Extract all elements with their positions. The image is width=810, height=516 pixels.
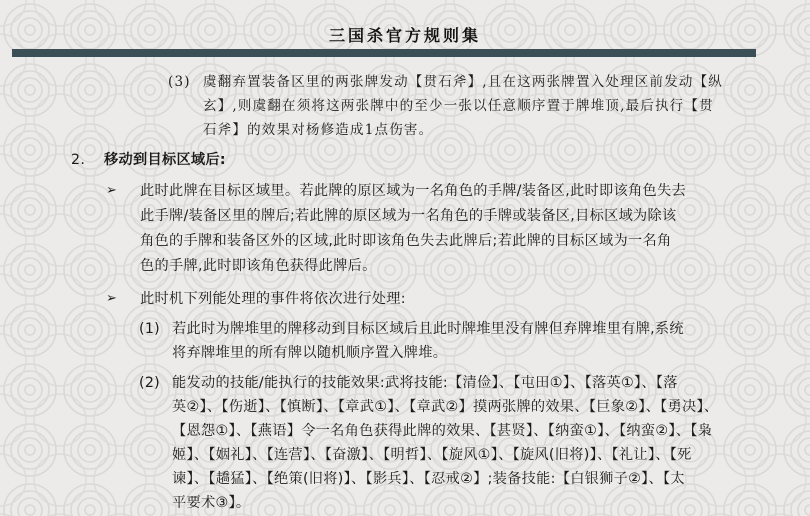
section3-number: (3) xyxy=(168,74,191,90)
section3-line-2: 玄】,则虞翻在须将这两张牌中的至少一张以任意顺序置于牌堆顶,最后执行【贯 xyxy=(203,98,714,114)
sub1-line-2: 将弃牌堆里的所有牌以随机顺序置入牌堆。 xyxy=(172,345,448,361)
bullet1-line-2: 此手牌/装备区里的牌后;若此牌的原区域为一名角色的手牌或装备区,目标区域为除该 xyxy=(140,208,677,224)
bullet-arrow-icon: ➢ xyxy=(106,291,117,306)
sub2-line-5: 谏】、【趫猛】、【绝策(旧将)】、【影兵】、【忍戒②】;装备技能:【白银狮子②】、【太 xyxy=(172,471,685,487)
sub1-line-1: 若此时为牌堆里的牌移动到目标区域后且此时牌堆里没有牌但弃牌堆里有牌,系统 xyxy=(172,321,684,337)
sub2-line-6: 平要术③】。 xyxy=(172,495,251,511)
item2-heading: 移动到目标区域后: xyxy=(104,152,226,168)
section3-line-1: 虞翻弃置装备区里的两张牌发动【贯石斧】,且在这两张牌置入处理区前发动【纵 xyxy=(203,74,723,90)
sub2-number: (2) xyxy=(139,375,160,391)
bullet2-text: 此时机下列能处理的事件将依次进行处理: xyxy=(140,291,406,307)
item2-number: 2. xyxy=(71,152,86,168)
bullet1-line-1: 此时此牌在目标区域里。若此牌的原区域为一名角色的手牌/装备区,此时即该角色失去 xyxy=(140,183,686,199)
sub2-line-2: 英②】、【伤逝】、【慎断】、【章武①】、【章武②】摸两张牌的效果、【巨象②】、【勇决】、 xyxy=(172,399,719,415)
sub2-line-4: 姬】、【姻礼】、【连营】、【奋激】、【明哲】、【旋风①】、【旋风(旧将)】、【礼让】、【死 xyxy=(172,447,692,463)
sub2-line-1: 能发动的技能/能执行的技能效果:武将技能:【清俭】、【屯田①】、【落英①】、【落 xyxy=(172,375,678,391)
bullet1-line-4: 色的手牌,此时即该角色获得此牌后。 xyxy=(140,258,377,274)
bullet-arrow-icon: ➢ xyxy=(106,183,117,198)
sub1-number: (1) xyxy=(139,321,160,337)
section3-line-3: 石斧】的效果对杨修造成1点伤害。 xyxy=(203,122,434,138)
bullet1-line-3: 角色的手牌和装备区外的区域,此时即该角色失去此牌后;若此牌的目标区域为一名角 xyxy=(140,233,672,249)
header-rule xyxy=(12,49,756,57)
sub2-line-3: 【恩怨①】、【燕语】令一名角色获得此牌的效果、【甚贤】、【纳蛮①】、【纳蛮②】、【枭 xyxy=(172,423,713,439)
page-title: 三国杀官方规则集 xyxy=(328,26,481,45)
